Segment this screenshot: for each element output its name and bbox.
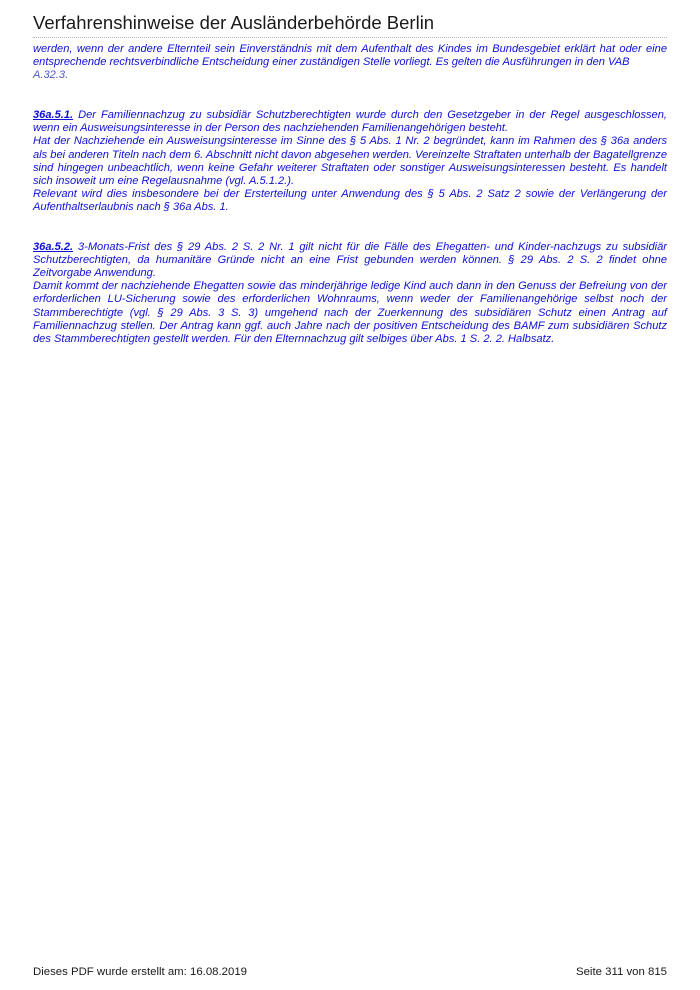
intro-text: werden, wenn der andere Elternteil sein Einverständnis mit dem Aufenthalt des Kindes im Bundesgebiet erklärt hat oder eine entsprechende rechtsverbindliche Entscheidung einer zuständigen Stelle vorliegt. Es gelten die Ausführungen in den VAB <box>33 43 667 69</box>
page-header-title: Verfahrenshinweise der Ausländerbehörde Berlin <box>33 12 435 33</box>
section-paragraph: Hat der Nachziehende ein Ausweisungsinteresse im Sinne des § 5 Abs. 1 Nr. 2 begründet, kann im Rahmen des § 36a anders als bei anderen Titeln nach dem 6. Abschnitt nicht davon abgesehen werden. Vereinzelte Straftaten unterhalb der Bagatellgrenze sind hingegen unbeachtlich, wenn keine Gefahr weiterer Straftaten oder sonstiger Ausweisungsinteressen besteht. Es handelt sich insoweit um eine Regelausnahme (vgl. A.5.1.2.). <box>33 135 667 187</box>
section-paragraph <box>33 241 667 280</box>
section-number-link[interactable]: 36a.5.2. <box>33 241 74 254</box>
section-text: Der Familiennachzug zu subsidiär Schutzberechtigten wurde durch den Gesetzgeber in der Regel ausgeschlossen, wenn ein Ausweisungsinteresse in der Person des nachziehenden Familienangehörigen besteht. <box>33 109 667 135</box>
intro-reference: A.32.3. <box>33 69 69 82</box>
footer-created-date: Dieses PDF wurde erstellt am: 16.08.2019 <box>33 966 247 978</box>
intro-paragraph <box>33 43 667 82</box>
section-paragraph: Relevant wird dies insbesondere bei der Ersterteilung unter Anwendung des § 5 Abs. 2 Satz 2 sowie der Verlängerung der Aufenthaltserlaubnis nach § 36a Abs. 1. <box>33 187 667 213</box>
header-divider <box>33 37 667 38</box>
document-body <box>33 43 667 346</box>
footer-page-number: Seite 311 von 815 <box>576 966 667 978</box>
section-paragraph: Damit kommt der nachziehende Ehegatten sowie das minderjährige ledige Kind auch dann in den Genuss der Befreiung von der erforderlichen LU-Sicherung sowie des erforderlichen Wohnraums, wenn weder der Familienangehörige selbst noch der Stammberechtigte (vgl. § 29 Abs. 3 S. 3) umgehend nach der Zuerkennung des subsidiären Schutz einen Antrag auf Familiennachzug stellen. Der Antrag kann ggf. auch Jahre nach der positiven Entscheidung des BAMF zum subsidiären Schutz des Stammberechtigten gestellt werden. Für den Elternnachzug gilt selbiges über Abs. 1 S. 2. 2. Halbsatz. <box>33 280 667 345</box>
section-36a-5-1 <box>33 109 667 214</box>
section-36a-5-2 <box>33 241 667 346</box>
section-paragraph <box>33 109 667 135</box>
section-text: 3-Monats-Frist des § 29 Abs. 2 S. 2 Nr. 1 gilt nicht für die Fälle des Ehegatten- und Kinder-nachzugs zu subsidiär Schutzberechtigten, da humanitäre Gründe nicht an eine Frist gebunden werden können. § 29 Abs. 2 S. 2 findet ohne Zeitvorgabe Anwendung. <box>33 241 667 280</box>
section-number-link[interactable]: 36a.5.1. <box>33 109 74 122</box>
